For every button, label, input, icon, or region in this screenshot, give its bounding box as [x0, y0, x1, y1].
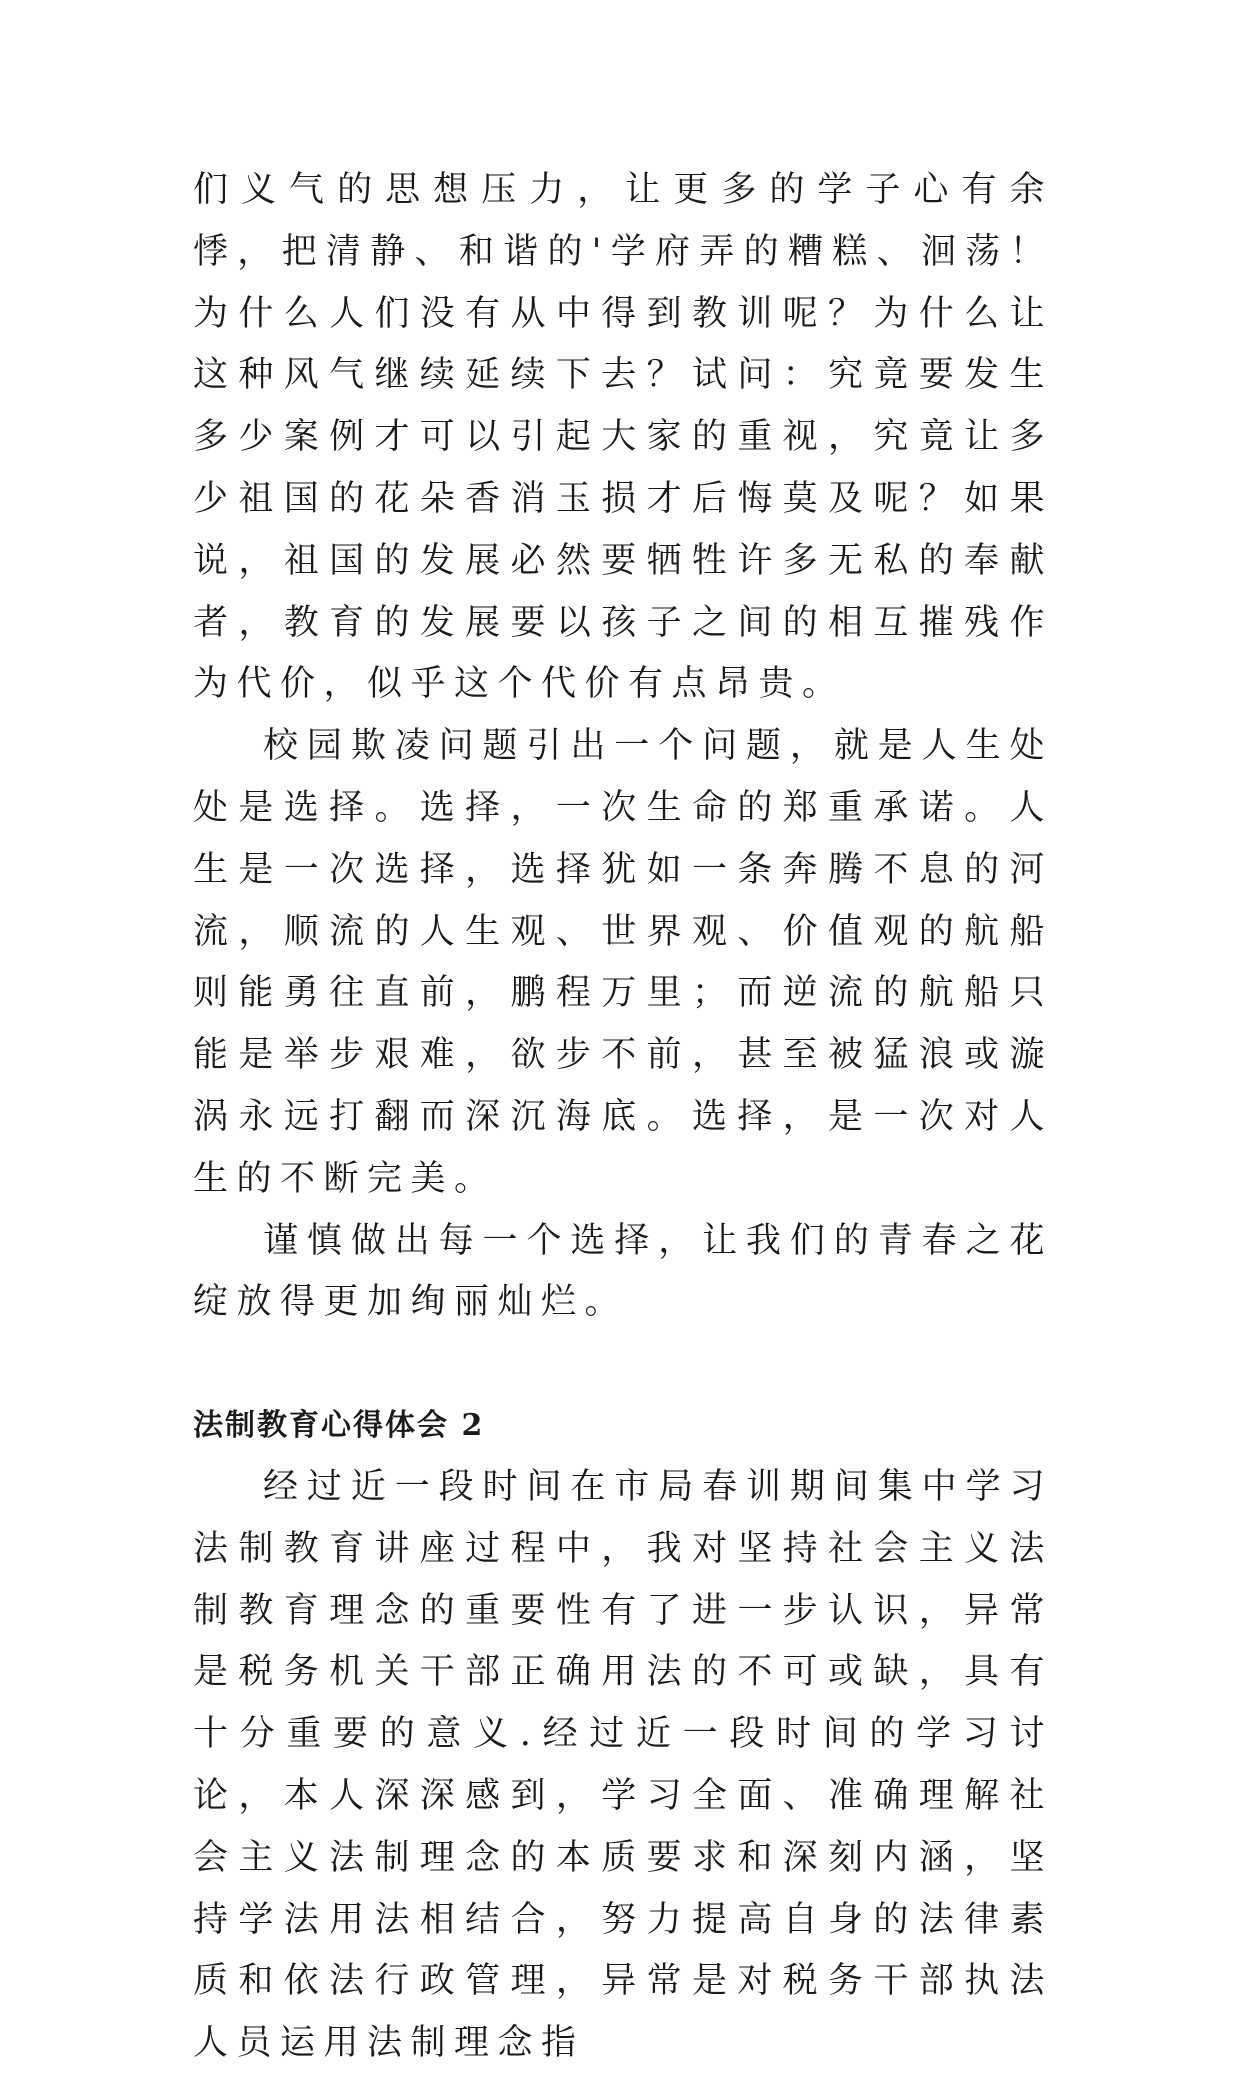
document-body — [193, 160, 1053, 2075]
section-heading: 法制教育心得体会 2 — [193, 1408, 485, 1444]
paragraph-1: 们义气的思想压力，让更多的学子心有余悸，把清静、和谐的'学府弄的糟糕、洄荡！为什么人们没有从中得到教训呢？为什么让这种风气继续延续下去？试问：究竟要发生多少案例才可以引起大家的重视，究竟让多少祖国的花朵香消玉损才后悔莫及呢？如果说，祖国的发展必然要牺牲许多无私的奉献者，教育的发展要以孩子之间的相互摧残作为代价，似乎这个代价有点昂贵。 — [193, 170, 1053, 705]
paragraph-2: 校园欺凌问题引出一个问题，就是人生处处是选择。选择，一次生命的郑重承诺。人生是一次选择，选择犹如一条奔腾不息的河流，顺流的人生观、世界观、价值观的航船则能勇往直前，鹏程万里；而逆流的航船只能是举步艰难，欲步不前，甚至被猛浪或漩涡永远打翻而深沉海底。选择，是一次对人生的不断完美。 — [193, 726, 1053, 1199]
paragraph-3: 谨慎做出每一个选择，让我们的青春之花绽放得更加绚丽灿烂。 — [193, 1220, 1053, 1323]
paragraph-4: 经过近一段时间在市局春训期间集中学习法制教育讲座过程中，我对坚持社会主义法制教育理念的重要性有了进一步认识，异常是税务机关干部正确用法的不可或缺，具有十分重要的意义.经过近一段时间的学习讨论，本人深深感到，学习全面、准确理解社会主义法制理念的本质要求和深刻内涵，坚持学法用法相结合，努力提高自身的法律素质和依法行政管理，异常是对税务干部执法人员运用法制理念指 — [193, 1466, 1053, 2064]
